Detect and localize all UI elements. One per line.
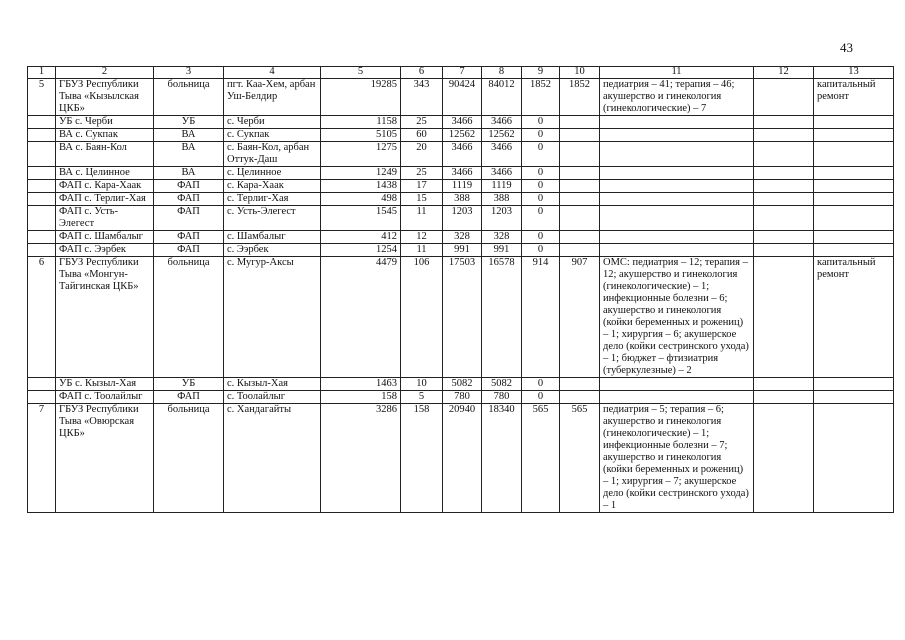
header-cell: 11 (600, 67, 754, 79)
cell-number (28, 142, 56, 167)
cell-col13 (814, 206, 894, 231)
cell-col7: 1119 (443, 180, 482, 193)
cell-place: с. Кызыл-Хая (224, 378, 321, 391)
cell-col7: 20940 (443, 404, 482, 513)
cell-name: ГБУЗ Республики Тыва «Кызылская ЦКБ» (56, 79, 154, 116)
table-row (28, 129, 894, 142)
cell-type: ФАП (154, 180, 224, 193)
cell-col9: 0 (522, 167, 560, 180)
cell-name: ФАП с. Усть-Элегест (56, 206, 154, 231)
cell-col11 (600, 244, 754, 257)
cell-col11 (600, 231, 754, 244)
cell-place: с. Мугур-Аксы (224, 257, 321, 378)
cell-col9: 0 (522, 206, 560, 231)
header-row (28, 67, 894, 79)
header-cell: 3 (154, 67, 224, 79)
cell-col5: 1438 (321, 180, 401, 193)
cell-type: больница (154, 79, 224, 116)
cell-col6: 25 (401, 167, 443, 180)
header-cell: 12 (754, 67, 814, 79)
data-table (27, 66, 894, 513)
header-cell: 5 (321, 67, 401, 79)
cell-col12 (754, 129, 814, 142)
cell-col10 (560, 206, 600, 231)
cell-col13: капитальный ремонт (814, 257, 894, 378)
cell-col7: 5082 (443, 378, 482, 391)
cell-name: ФАП с. Шамбалыг (56, 231, 154, 244)
cell-col8: 3466 (482, 167, 522, 180)
cell-type: ФАП (154, 193, 224, 206)
cell-type: больница (154, 257, 224, 378)
cell-col5: 19285 (321, 79, 401, 116)
cell-number: 5 (28, 79, 56, 116)
cell-col5: 3286 (321, 404, 401, 513)
cell-type: ФАП (154, 231, 224, 244)
cell-number (28, 244, 56, 257)
cell-col10 (560, 167, 600, 180)
cell-col8: 16578 (482, 257, 522, 378)
cell-col7: 780 (443, 391, 482, 404)
table-row (28, 116, 894, 129)
cell-col10 (560, 244, 600, 257)
table-row (28, 193, 894, 206)
cell-col8: 991 (482, 244, 522, 257)
cell-name: УБ с. Кызыл-Хая (56, 378, 154, 391)
cell-col11 (600, 378, 754, 391)
cell-col13 (814, 391, 894, 404)
cell-col6: 106 (401, 257, 443, 378)
cell-number (28, 116, 56, 129)
table-row (28, 167, 894, 180)
cell-col12 (754, 79, 814, 116)
cell-col5: 1249 (321, 167, 401, 180)
cell-col5: 158 (321, 391, 401, 404)
cell-place: с. Сукпак (224, 129, 321, 142)
cell-col8: 3466 (482, 142, 522, 167)
cell-place: с. Терлиг-Хая (224, 193, 321, 206)
cell-col9: 0 (522, 231, 560, 244)
table-row (28, 79, 894, 116)
cell-col11 (600, 116, 754, 129)
cell-type: ВА (154, 142, 224, 167)
cell-name: ВА с. Сукпак (56, 129, 154, 142)
cell-name: ВА с. Целинное (56, 167, 154, 180)
cell-name: ФАП с. Терлиг-Хая (56, 193, 154, 206)
cell-place: с. Кара-Хаак (224, 180, 321, 193)
cell-col13 (814, 142, 894, 167)
cell-col6: 158 (401, 404, 443, 513)
cell-col7: 17503 (443, 257, 482, 378)
cell-number (28, 167, 56, 180)
cell-col12 (754, 231, 814, 244)
cell-col11 (600, 142, 754, 167)
cell-name: УБ с. Черби (56, 116, 154, 129)
cell-col5: 1463 (321, 378, 401, 391)
cell-col8: 328 (482, 231, 522, 244)
header-cell: 10 (560, 67, 600, 79)
cell-col12 (754, 142, 814, 167)
cell-col8: 3466 (482, 116, 522, 129)
cell-col9: 0 (522, 391, 560, 404)
cell-name: ФАП с. Тоолайлыг (56, 391, 154, 404)
cell-col7: 388 (443, 193, 482, 206)
cell-col6: 20 (401, 142, 443, 167)
cell-name: ФАП с. Ээрбек (56, 244, 154, 257)
cell-col7: 3466 (443, 142, 482, 167)
cell-number (28, 206, 56, 231)
cell-type: ФАП (154, 244, 224, 257)
cell-col11: ОМС: педиатрия – 12; терапия – 12; акушерство и гинекология (гинекологические) – 1; инфекционные болезни – 6; акушерство и гинекология (койки беременных и рожениц) – 1; хирургия – 6; акушерское дело (койки сестринского ухода) – 1; бюджет – фтизиатрия (туберкулезные) – 2 (600, 257, 754, 378)
cell-col10 (560, 193, 600, 206)
cell-col6: 10 (401, 378, 443, 391)
cell-type: ФАП (154, 206, 224, 231)
cell-col10 (560, 116, 600, 129)
table-row (28, 206, 894, 231)
cell-col11: педиатрия – 41; терапия – 46; акушерство и гинекология (гинекологические) – 7 (600, 79, 754, 116)
cell-col6: 11 (401, 206, 443, 231)
cell-number (28, 180, 56, 193)
cell-number (28, 231, 56, 244)
cell-col8: 18340 (482, 404, 522, 513)
cell-col9: 0 (522, 129, 560, 142)
cell-col9: 914 (522, 257, 560, 378)
cell-col7: 328 (443, 231, 482, 244)
cell-col5: 4479 (321, 257, 401, 378)
cell-name: ВА с. Баян-Кол (56, 142, 154, 167)
cell-place: с. Баян-Кол, арбан Оттук-Даш (224, 142, 321, 167)
cell-type: УБ (154, 378, 224, 391)
cell-col10 (560, 391, 600, 404)
cell-type: ВА (154, 167, 224, 180)
cell-type: ФАП (154, 391, 224, 404)
table-row (28, 142, 894, 167)
cell-col11: педиатрия – 5; терапия – 6; акушерство и гинекология (гинекологические) – 1; инфекционные болезни – 7; акушерство и гинекология (койки беременных и рожениц) – 1; хирургия – 7; акушерское дело (койки сестринского ухода) – 1 (600, 404, 754, 513)
cell-col8: 12562 (482, 129, 522, 142)
cell-col12 (754, 404, 814, 513)
cell-col6: 11 (401, 244, 443, 257)
cell-col9: 0 (522, 193, 560, 206)
cell-col8: 5082 (482, 378, 522, 391)
cell-number (28, 391, 56, 404)
cell-col5: 498 (321, 193, 401, 206)
cell-place: с. Черби (224, 116, 321, 129)
cell-col5: 1158 (321, 116, 401, 129)
cell-col13 (814, 231, 894, 244)
cell-col12 (754, 391, 814, 404)
cell-col9: 565 (522, 404, 560, 513)
cell-col11 (600, 391, 754, 404)
cell-col11 (600, 193, 754, 206)
cell-col10: 907 (560, 257, 600, 378)
cell-col10: 565 (560, 404, 600, 513)
cell-col6: 343 (401, 79, 443, 116)
table-row (28, 257, 894, 378)
cell-place: с. Ээрбек (224, 244, 321, 257)
header-cell: 9 (522, 67, 560, 79)
table-row (28, 244, 894, 257)
cell-name: ГБУЗ Республики Тыва «Монгун-Тайгинская ЦКБ» (56, 257, 154, 378)
cell-col12 (754, 257, 814, 378)
cell-col6: 5 (401, 391, 443, 404)
cell-col6: 15 (401, 193, 443, 206)
header-cell: 8 (482, 67, 522, 79)
cell-col11 (600, 206, 754, 231)
cell-number: 6 (28, 257, 56, 378)
cell-place: с. Целинное (224, 167, 321, 180)
cell-col8: 1203 (482, 206, 522, 231)
cell-col12 (754, 116, 814, 129)
cell-col13 (814, 180, 894, 193)
cell-col9: 1852 (522, 79, 560, 116)
cell-col13 (814, 129, 894, 142)
cell-col12 (754, 378, 814, 391)
cell-col12 (754, 167, 814, 180)
cell-col12 (754, 206, 814, 231)
cell-col7: 1203 (443, 206, 482, 231)
cell-number: 7 (28, 404, 56, 513)
cell-col9: 0 (522, 244, 560, 257)
cell-col12 (754, 244, 814, 257)
cell-col6: 12 (401, 231, 443, 244)
cell-col5: 1254 (321, 244, 401, 257)
cell-col7: 90424 (443, 79, 482, 116)
cell-number (28, 378, 56, 391)
cell-col13 (814, 404, 894, 513)
table-row (28, 231, 894, 244)
header-cell: 13 (814, 67, 894, 79)
cell-col7: 12562 (443, 129, 482, 142)
cell-col13 (814, 167, 894, 180)
cell-col5: 5105 (321, 129, 401, 142)
cell-col9: 0 (522, 116, 560, 129)
cell-place: с. Шамбалыг (224, 231, 321, 244)
header-cell: 1 (28, 67, 56, 79)
cell-col13 (814, 193, 894, 206)
cell-col5: 1275 (321, 142, 401, 167)
cell-number (28, 193, 56, 206)
table-row (28, 391, 894, 404)
cell-col6: 60 (401, 129, 443, 142)
cell-col10 (560, 231, 600, 244)
cell-col10 (560, 129, 600, 142)
cell-col10 (560, 142, 600, 167)
cell-col13 (814, 116, 894, 129)
table-row (28, 378, 894, 391)
cell-col7: 3466 (443, 167, 482, 180)
cell-col6: 25 (401, 116, 443, 129)
cell-col8: 780 (482, 391, 522, 404)
cell-col7: 3466 (443, 116, 482, 129)
header-cell: 4 (224, 67, 321, 79)
page-number: 43 (840, 40, 853, 55)
cell-place: с. Усть-Элегест (224, 206, 321, 231)
cell-col7: 991 (443, 244, 482, 257)
cell-col12 (754, 180, 814, 193)
cell-col11 (600, 167, 754, 180)
cell-place: с. Тоолайлыг (224, 391, 321, 404)
cell-col13: капитальный ремонт (814, 79, 894, 116)
cell-col6: 17 (401, 180, 443, 193)
header-cell: 2 (56, 67, 154, 79)
cell-col5: 1545 (321, 206, 401, 231)
cell-col9: 0 (522, 142, 560, 167)
cell-col11 (600, 180, 754, 193)
cell-type: УБ (154, 116, 224, 129)
cell-place: с. Хандагайты (224, 404, 321, 513)
cell-col8: 388 (482, 193, 522, 206)
cell-col9: 0 (522, 180, 560, 193)
cell-col11 (600, 129, 754, 142)
table-row (28, 180, 894, 193)
table-row (28, 404, 894, 513)
cell-col13 (814, 244, 894, 257)
cell-col10: 1852 (560, 79, 600, 116)
cell-col9: 0 (522, 378, 560, 391)
cell-col10 (560, 180, 600, 193)
cell-name: ГБУЗ Республики Тыва «Овюрская ЦКБ» (56, 404, 154, 513)
cell-type: больница (154, 404, 224, 513)
cell-col10 (560, 378, 600, 391)
cell-col8: 1119 (482, 180, 522, 193)
cell-col8: 84012 (482, 79, 522, 116)
cell-col13 (814, 378, 894, 391)
cell-number (28, 129, 56, 142)
cell-name: ФАП с. Кара-Хаак (56, 180, 154, 193)
cell-col5: 412 (321, 231, 401, 244)
header-cell: 7 (443, 67, 482, 79)
header-cell: 6 (401, 67, 443, 79)
cell-col12 (754, 193, 814, 206)
cell-place: пгт. Каа-Хем, арбан Уш-Белдир (224, 79, 321, 116)
cell-type: ВА (154, 129, 224, 142)
